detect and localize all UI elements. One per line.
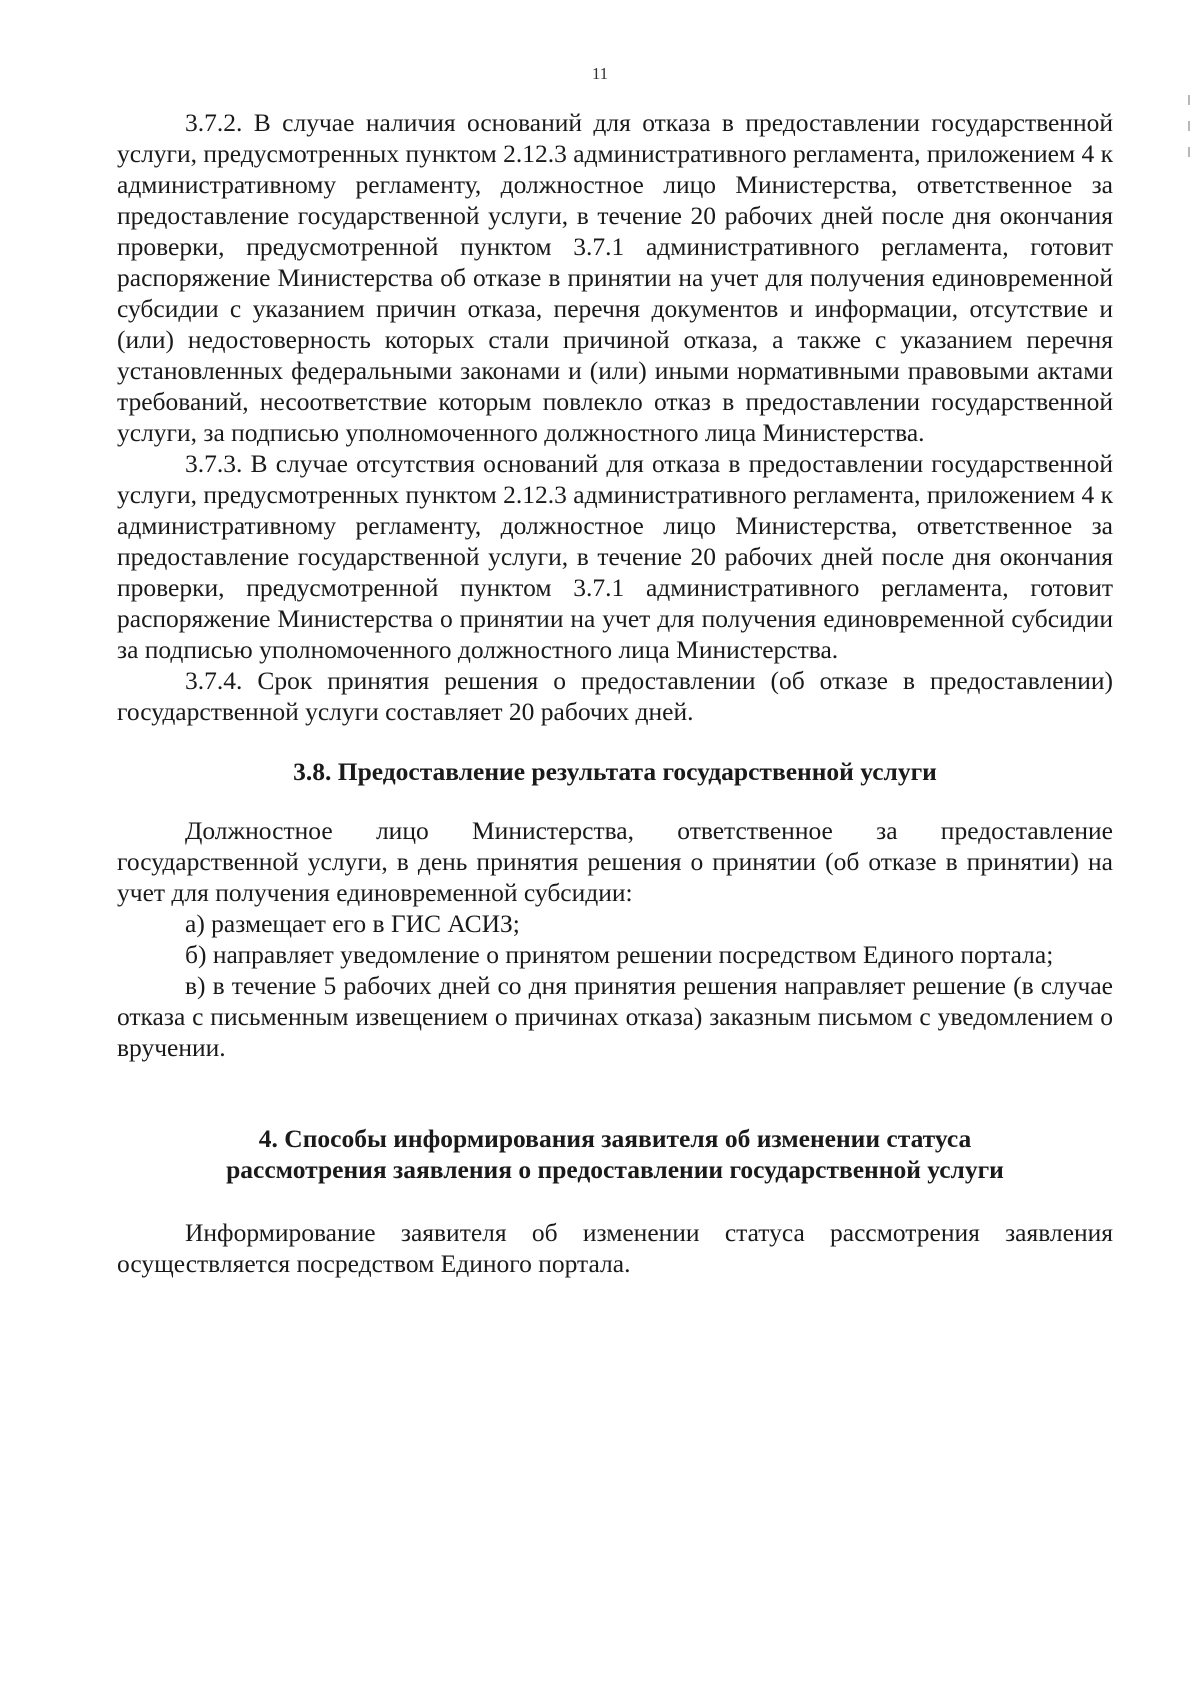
page-number: 11 (591, 64, 609, 83)
scan-mark (1188, 121, 1190, 131)
document-body (117, 107, 1113, 1279)
paragraph-4-text: Информирование заявителя об изменении статуса рассмотрения заявления осуществляется посредством Единого портала. (117, 1218, 1113, 1278)
paragraph-3-7-4: 3.7.4. Срок принятия решения о предоставлении (об отказе в предоставлении) государственной услуги составляет 20 рабочих дней. (117, 666, 1113, 726)
scan-mark (1188, 147, 1190, 157)
section-heading-4-line2: рассмотрения заявления о предоставлении государственной услуги (226, 1155, 1004, 1184)
spacer (117, 727, 1113, 756)
spacer (117, 787, 1113, 815)
spacer (117, 1185, 1113, 1217)
section-heading-4-line1: 4. Способы информирования заявителя об изменении статуса (258, 1124, 972, 1153)
spacer (117, 1063, 1113, 1123)
paragraph-3-7-3: 3.7.3. В случае отсутствия оснований для отказа в предоставлении государственной услуги, предусмотренных пунктом 2.12.3 административного регламента, приложением 4 к административному регламенту, должностное лицо Министерства, ответственное за предоставление государственной услуги, в течение 20 рабочих дней после дня окончания проверки, предусмотренной пунктом 3.7.1 административного регламента, готовит распоряжение Министерства о принятии на учет для получения единовременной субсидии за подписью уполномоченного должностного лица Министерства. (117, 449, 1113, 664)
list-item-a: а) размещает его в ГИС АСИЗ; (185, 909, 520, 938)
list-item-v: в) в течение 5 рабочих дней со дня принятия решения направляет решение (в случае отказа с письменным извещением о причинах отказа) заказным письмом с уведомлением о вручении. (117, 971, 1113, 1062)
section-heading-3-8: 3.8. Предоставление результата государственной услуги (293, 757, 937, 786)
paragraph-3-8-intro: Должностное лицо Министерства, ответственное за предоставление государственной услуги, в день принятия решения о принятии (об отказе в принятии) на учет для получения единовременной субсидии: (117, 816, 1113, 907)
paragraph-3-7-2: 3.7.2. В случае наличия оснований для отказа в предоставлении государственной услуги, предусмотренных пунктом 2.12.3 административного регламента, приложением 4 к административному регламенту, должностное лицо Министерства, ответственное за предоставление государственной услуги, в течение 20 рабочих дней после дня окончания проверки, предусмотренной пунктом 3.7.1 административного регламента, готовит распоряжение Министерства об отказе в принятии на учет для получения единовременной субсидии с указанием причин отказа, перечня документов и информации, отсутствие и (или) недостоверность которых стали причиной отказа, а также с указанием перечня установленных федеральными законами и (или) иными нормативными правовыми актами требований, несоответствие которым повлекло отказ в предоставлении государственной услуги, за подписью уполномоченного должностного лица Министерства. (117, 108, 1113, 447)
scan-margin-marks (1188, 95, 1194, 173)
scan-mark (1188, 95, 1190, 105)
list-item-b: б) направляет уведомление о принятом решении посредством Единого портала; (185, 940, 1054, 969)
